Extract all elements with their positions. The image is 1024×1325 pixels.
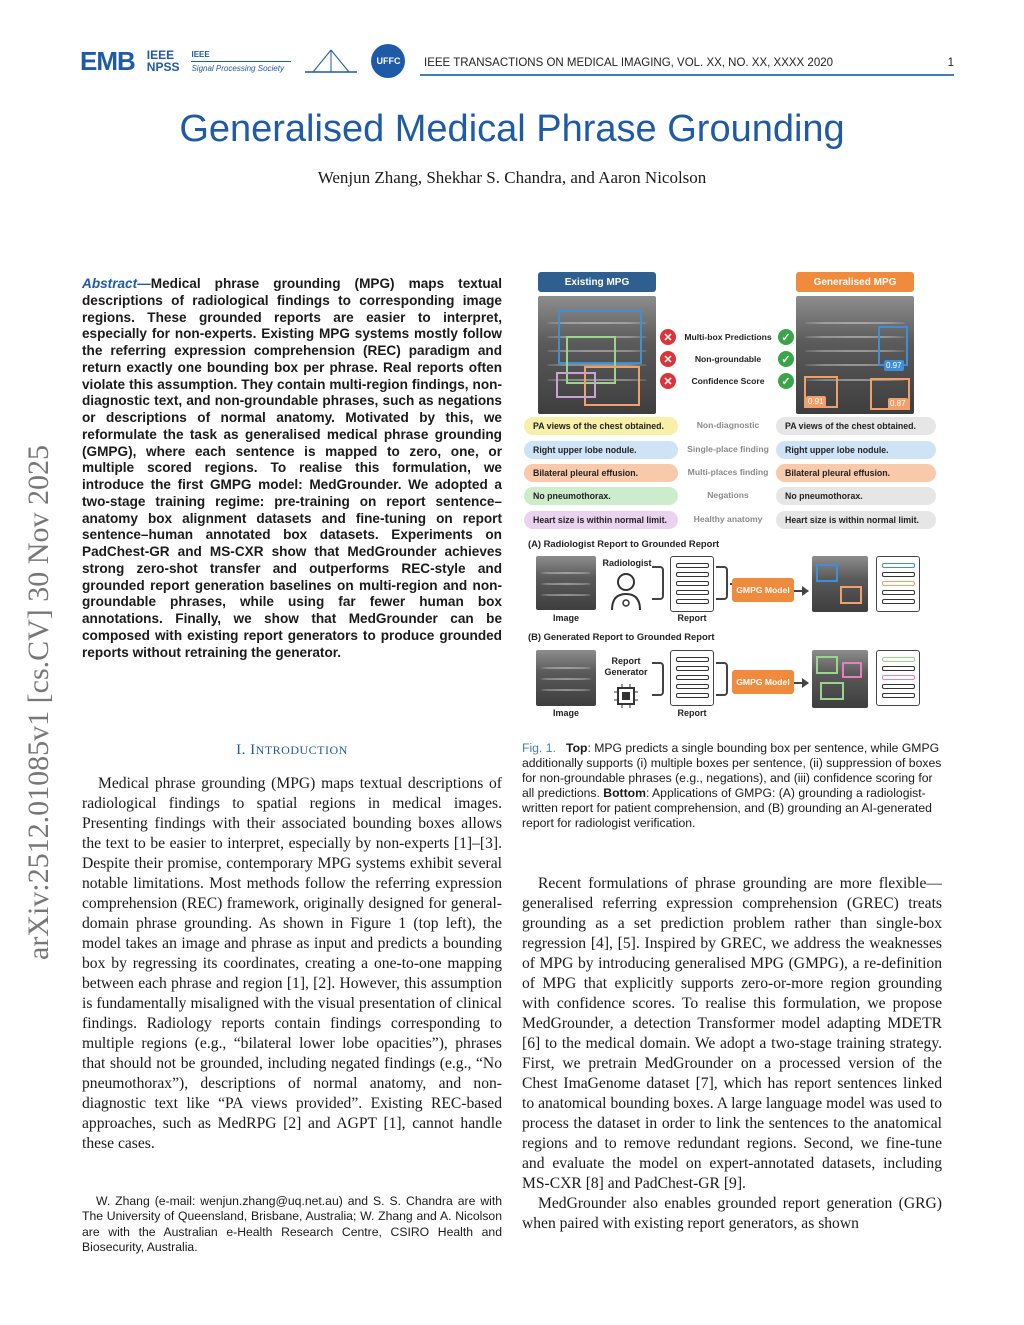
panel-a-xray	[536, 556, 596, 610]
intro-paragraph: Medical phrase grounding (MPG) maps textual descriptions of radiological findings to spatial regions in medical images. Presenting findings with their associated bounding boxes allows the text to be easier to interpret, especially by non-experts [1]–[3]. Despite their promise, contemporary MPG systems exhibit several notable limitations. Most methods follow the referring expression comprehension (REC) framework, originally designed for general-domain phrase grounding. As shown in Figure 1 (top left), the model takes an image and phrase as input and predicts a bounding box by regressing its coordinates, creating a one-to-one mapping between each phrase and region [1], [2]. However, this assumption is fundamentally misaligned with the visual presentation of clinical findings. Radiology reports contain findings corresponding to multiple regions (e.g., “bilateral lower lobe opacities”), phrases that should not be grounded, including negated findings (e.g., “No pneumothorax”), descriptions of normal anatomy, and non-diagnostic text like “PA views provided”. Existing REC-based approaches, such as MedRPG [2] and AGPT [1], cannot handle these cases.	[82, 775, 502, 1152]
section-title-rest: NTRODUCTION	[255, 743, 348, 757]
gmpg-model-box: GMPG Model	[732, 670, 794, 694]
arrow-right-icon	[794, 590, 808, 592]
report-generator-label: Report Generator	[604, 656, 648, 677]
panel-a-label: (A) Radiologist Report to Grounded Report	[528, 538, 720, 549]
author-list: Wenjun Zhang, Shekhar S. Chandra, and Aaron Nicolson	[317, 168, 707, 187]
page-number: 1	[947, 57, 954, 69]
sentence-pill: Heart size is within normal limit.	[776, 511, 936, 529]
npss-logo: IEEE NPSS	[146, 48, 180, 74]
cross-icon: ✕	[660, 373, 676, 389]
category-label: Single-place finding	[687, 444, 769, 454]
generalised-xray-image	[796, 296, 914, 414]
affiliation-footnote	[82, 1194, 502, 1255]
section-numeral: I.	[236, 742, 251, 758]
connector-bracket	[652, 566, 664, 600]
grounded-report-b	[876, 650, 920, 706]
right-paragraph-2: MedGrounder also enables grounded report generation (GRG) when paired with existing report generators, as shown	[522, 1195, 942, 1232]
journal-header	[424, 57, 954, 69]
category-label: Negations	[707, 490, 749, 500]
panel-b-xray	[536, 650, 596, 706]
footnote-text: W. Zhang (e-mail: wenjun.zhang@uq.net.au) and S. S. Chandra are with The University of Queensland, Brisbane, Australia; W. Zhang and A. Nicolson are with the Australian e-Health Research Centre, CSIRO Health and Biosecurity, Australia.	[82, 1194, 502, 1254]
feature-multi-box: Multi-box Predictions	[684, 332, 772, 342]
report-label: Report	[677, 613, 707, 623]
connector-bracket	[716, 566, 728, 600]
feature-confidence: Confidence Score	[691, 376, 765, 386]
chip-icon	[612, 682, 640, 710]
abstract	[82, 276, 502, 661]
right-paragraph-1: Recent formulations of phrase grounding are more flexible—generalised referring expression comprehension (GREC) treats grounding as a set prediction problem rather than single-box regression [4], [5]. Inspired by GREC, we address the weaknesses of MPG by introducing generalised MPG (GMPG), a re-definition of MPG that explicitly supports zero-or-more region grounding with confidence scores. To realise this formulation, we propose MedGrounder, a detection Transformer model adapting MDETR [6] to the medical domain. We adopt a two-stage training strategy. First, we pretrain MedGrounder on a processed version of the Chest ImaGenome dataset [7], which has report sentences linked to anatomical bounding boxes. A large language model was used to process the dataset in order to link the sentences to the anatomical regions and to remove redundant regions. Second, we fine-tune and evaluate the model on expert-annotated datasets, including MS-CXR [8] and PadChest-GR [9].	[522, 875, 942, 1192]
intro-text	[82, 774, 502, 1154]
check-icon: ✓	[778, 373, 794, 389]
generalised-mpg-tag: Generalised MPG	[796, 272, 914, 292]
arxiv-stamp: arXiv:2512.01085v1 [cs.CV] 30 Nov 2025	[22, 445, 55, 960]
abstract-text: Medical phrase grounding (MPG) maps textual descriptions of radiological findings to corresponding image regions. These grounded reports are easier to interpret, especially for non-experts. Existing MPG systems mostly follow the referring expression comprehension (REC) paradigm and return exactly one bounding box per phrase. Real reports often violate this assumption. They contain multi-region findings, non-diagnostic text, and non-groundable phrases, such as negations or descriptions of normal anatomy. Motivated by this, we reformulate the task as generalised medical phrase grounding (GMPG), where each sentence is mapped to zero, one, or multiple scored regions. To realise this formulation, we introduce the first GMPG model: MedGrounder. We adopted a two-stage training regime: pre-training on report sentence–anatomy box alignment datasets and fine-tuning on report sentence–human annotated box datasets. Experiments on PadChest-GR and MS-CXR show that MedGrounder achieves strong zero-shot transfer and outperforms REC-style and grounded report generation baselines on multi-region and non-groundable phrases, while using far fewer human box annotations. Finally, we show that MedGrounder can be composed with existing report generators to produce grounded reports without retraining the generator.	[82, 276, 502, 660]
connector-bracket	[716, 662, 728, 696]
bbox-purple	[556, 372, 596, 398]
section-title-initial: I	[250, 742, 256, 758]
panel-b-label: (B) Generated Report to Grounded Report	[528, 631, 715, 642]
gmpg-model-box: GMPG Model	[732, 578, 794, 602]
score-label: 0.91	[808, 397, 824, 406]
sentence-pill: Bilateral pleural effusion.	[524, 464, 678, 482]
abstract-label: Abstract—	[82, 276, 151, 291]
existing-xray-image	[538, 296, 656, 414]
radiologist-label: Radiologist	[602, 558, 652, 568]
image-label: Image	[552, 613, 579, 623]
sentence-pill: Heart size is within normal limit.	[524, 511, 678, 529]
uffc-logo: UFFC	[371, 44, 405, 78]
sentence-pill: No pneumothorax.	[524, 487, 678, 505]
check-icon: ✓	[778, 329, 794, 345]
feature-non-groundable: Non-groundable	[694, 354, 762, 364]
right-column-text	[522, 874, 942, 1234]
arrow-right-icon	[794, 682, 808, 684]
caption-bottom-text: : Applications of GMPG: (A) grounding a radiologist-written report for patient comprehension, and (B) grounding an AI-generated report for radiologist verification.	[522, 786, 932, 830]
tower-logo	[303, 46, 359, 76]
sentence-pill: Right upper lobe nodule.	[524, 441, 678, 459]
grounded-xray-a	[812, 556, 868, 612]
score-label: 0.87	[890, 399, 906, 408]
sentence-pill: Right upper lobe nodule.	[776, 441, 936, 459]
sps-logo: IEEE Signal Processing Society	[191, 49, 291, 73]
emb-logo: EMB	[80, 45, 135, 76]
journal-name: IEEE TRANSACTIONS ON MEDICAL IMAGING, VOL. XX, NO. XX, XXXX 2020	[424, 57, 834, 69]
category-label: Healthy anatomy	[693, 514, 763, 524]
score-label: 0.97	[886, 361, 902, 370]
header-rule	[420, 74, 954, 76]
grounded-xray-b	[812, 650, 868, 708]
figure-caption	[522, 741, 942, 831]
report-label: Report	[677, 708, 707, 718]
category-label: Multi-places finding	[687, 467, 769, 477]
paper-title: Generalised Medical Phrase Grounding	[179, 108, 845, 150]
cross-icon: ✕	[660, 329, 676, 345]
sentence-pill: PA views of the chest obtained.	[776, 417, 936, 435]
report-document	[670, 556, 714, 612]
existing-mpg-tag: Existing MPG	[538, 272, 656, 292]
radiologist-icon	[608, 570, 644, 612]
category-label: Non-diagnostic	[696, 420, 760, 430]
figure-label: Fig. 1.	[522, 741, 556, 755]
grounded-report-a	[876, 556, 920, 612]
sentence-pill: PA views of the chest obtained.	[524, 417, 678, 435]
caption-bottom-label: Bottom	[603, 786, 646, 800]
cross-icon: ✕	[660, 351, 676, 367]
connector-bracket	[652, 662, 664, 696]
sentence-pill: No pneumothorax.	[776, 487, 936, 505]
section-heading	[82, 742, 502, 759]
image-label: Image	[552, 708, 579, 718]
caption-top-text: : MPG predicts a single bounding box per sentence, while GMPG additionally supports (i) multiple boxes per sentence, (ii) suppression of boxes for non-groundable phrases (e.g., negations), and (iii) confidence scoring for all predictions.	[522, 741, 942, 800]
check-icon: ✓	[778, 351, 794, 367]
sentence-pill: Bilateral pleural effusion.	[776, 464, 936, 482]
publisher-logos	[80, 40, 410, 82]
figure-1	[520, 270, 944, 720]
report-document	[670, 650, 714, 706]
caption-top-label: Top	[566, 741, 588, 755]
